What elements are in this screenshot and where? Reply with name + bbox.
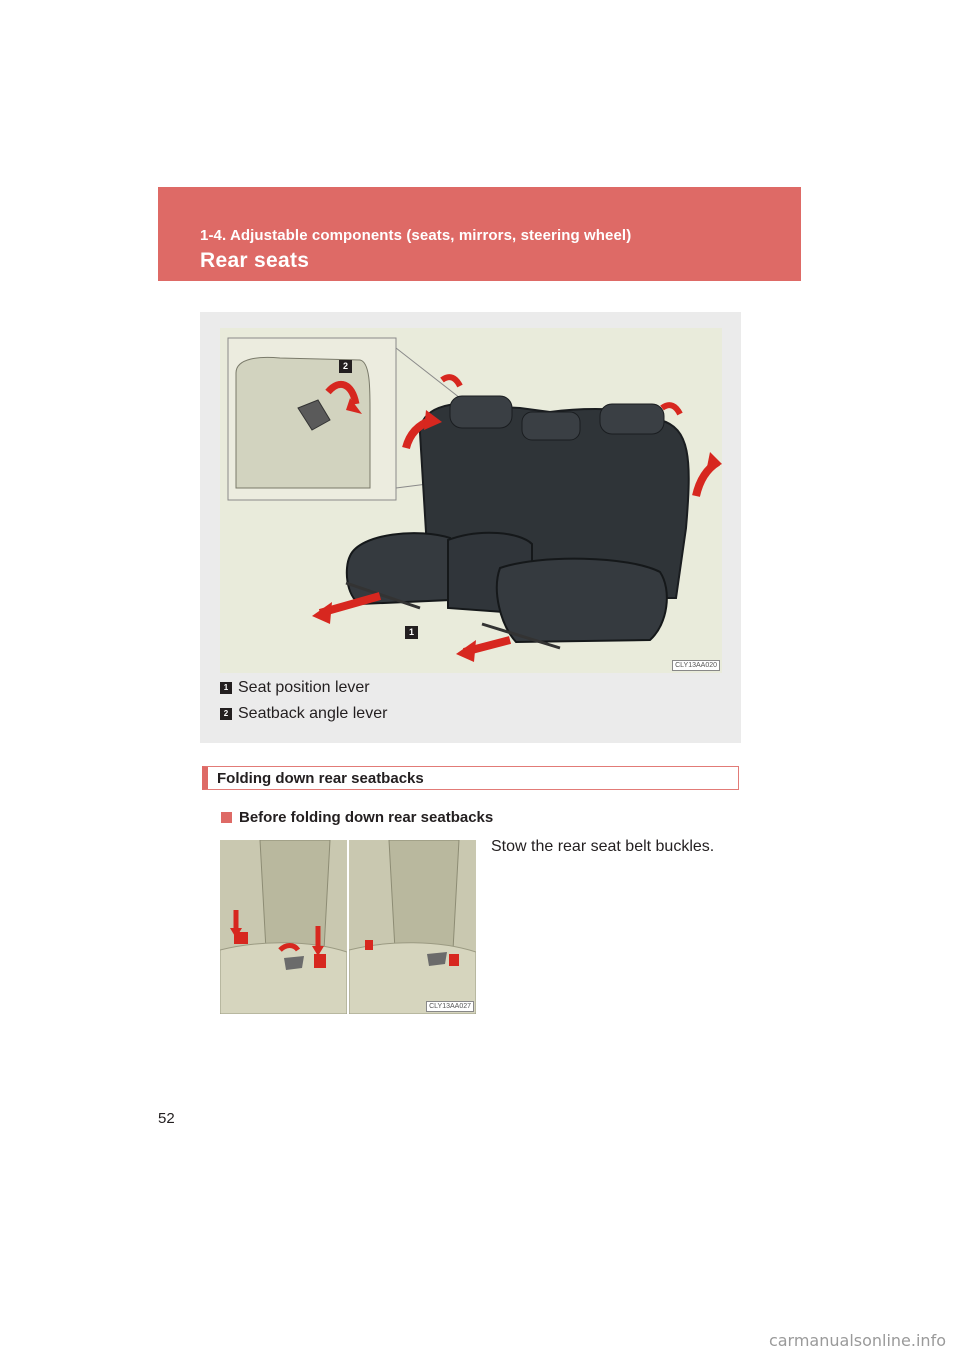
inset-headrest <box>236 357 370 488</box>
section-title: 1-4. Adjustable components (seats, mirrors, steering wheel) <box>200 227 632 244</box>
legend-item-seat-position <box>220 678 370 698</box>
page-number: 52 <box>158 1110 175 1127</box>
figure-panel <box>200 312 741 743</box>
cushion-left <box>347 533 450 604</box>
legend-item-seatback-angle <box>220 704 387 724</box>
watermark: carmanualsonline.info <box>768 1331 946 1350</box>
buckle-photo-before <box>220 840 347 1014</box>
photo-code: CLY13AA027 <box>426 1001 474 1012</box>
legend-label: Seat position lever <box>238 679 370 696</box>
headrest-center <box>522 412 580 440</box>
headrest-left <box>450 396 512 428</box>
callout-1: 1 <box>405 626 418 639</box>
buckle-photo-before-drawing <box>220 840 347 1014</box>
rear-seat-illustration <box>220 328 722 673</box>
instruction-text: Stow the rear seat belt buckles. <box>491 838 715 855</box>
buckle-photo-after <box>349 840 476 1014</box>
section-header <box>158 187 801 281</box>
cushion-right <box>497 559 667 642</box>
buckle-photo-after-drawing <box>349 840 476 1014</box>
arrow-lever-left <box>442 377 460 386</box>
legend-number: 1 <box>220 682 232 694</box>
subsection-heading <box>202 766 739 790</box>
legend-label: Seatback angle lever <box>238 705 388 722</box>
bullet-heading <box>221 809 493 826</box>
rear-seat-drawing <box>220 328 722 673</box>
callout-2: 2 <box>339 360 352 373</box>
page-title: Rear seats <box>200 249 310 272</box>
bullet-text: Before folding down rear seatbacks <box>239 809 494 826</box>
arrow-lever-right <box>662 405 680 414</box>
headrest-right <box>600 404 664 434</box>
bullet-square-icon <box>221 812 232 823</box>
figure-code: CLY13AA020 <box>672 660 720 671</box>
legend-number: 2 <box>220 708 232 720</box>
subsection-title: Folding down rear seatbacks <box>217 770 424 787</box>
